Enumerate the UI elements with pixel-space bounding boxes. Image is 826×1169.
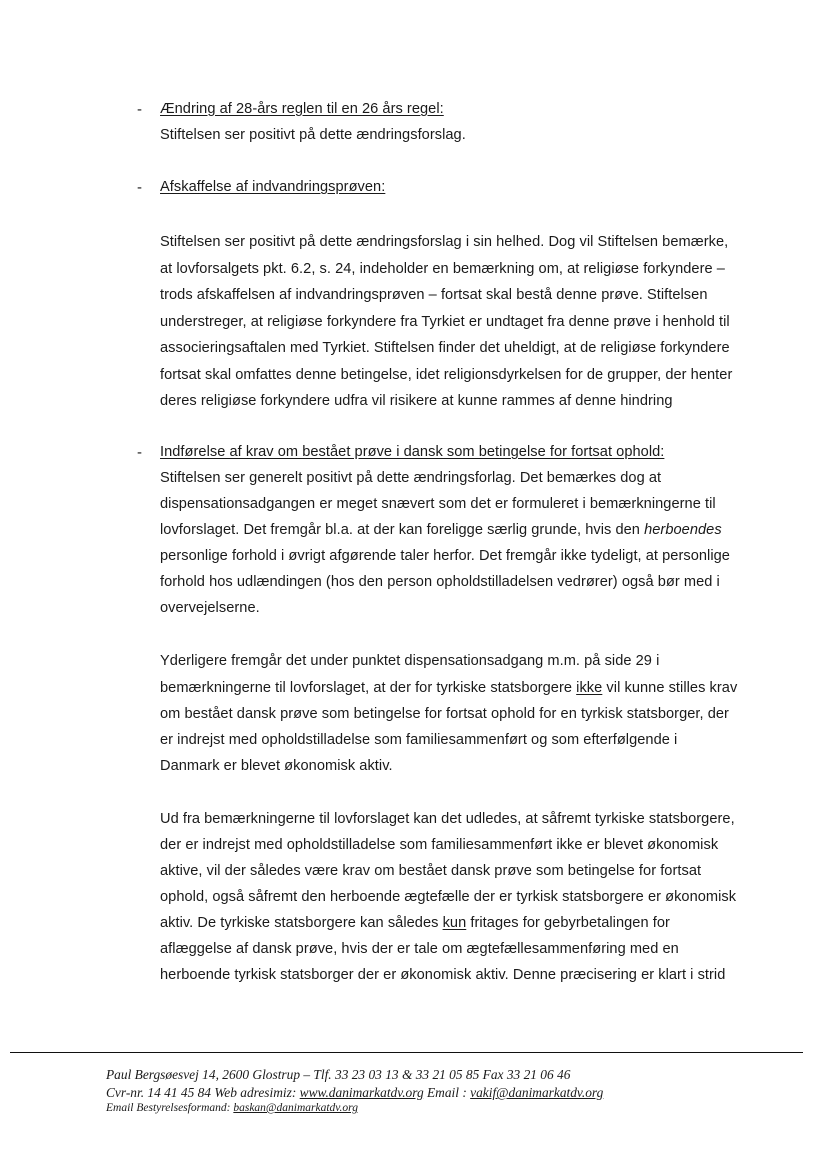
text-run: bemærkningerne til lovforslaget, at der for tyrkiske statsborgere	[160, 680, 577, 696]
footer-web-link[interactable]: www.danimarkatdv.org	[299, 1085, 424, 1100]
para5-line: aflæggelse af dansk prøve, hvis der er tale om ægtefællesammenføring med en	[160, 941, 679, 957]
footer-divider	[10, 1052, 803, 1053]
section2-line: at lovforsalgets pkt. 6.2, s. 24, indeholder en bemærkning om, at religiøse forkyndere –	[160, 261, 725, 277]
para4-line: er indrejst med opholdstilladelse som familiesammenført og som efterfølgende i	[160, 732, 678, 748]
footer-address: Paul Bergsøesvej 14, 2600 Glostrup – Tlf. 33 23 03 13 & 33 21 05 85 Fax 33 21 06 46	[106, 1067, 571, 1082]
bullet-dash: -	[137, 179, 142, 196]
para4-line: om bestået dansk prøve som betingelse for fortsat ophold for en tyrkisk statsborger, der	[160, 706, 729, 722]
text-run: fritages for gebyrbetalingen for	[466, 915, 670, 931]
section2-line: associeringsaftalen med Tyrkiet. Stiftelsen finder det uheldigt, at de religiøse forkyndere	[160, 340, 730, 356]
underlined-word: kun	[442, 915, 467, 931]
para5-line: ophold, også såfremt den herboende ægtefælle der er tyrkisk statsborgere er økonomisk	[160, 889, 737, 905]
section3-line: personlige forhold i øvrigt afgørende taler herfor. Det fremgår ikke tydeligt, at personlige	[160, 548, 730, 564]
footer-chair-email-link[interactable]: baskan@danimarkatdv.org	[233, 1102, 358, 1114]
section2-line: trods afskaffelsen af indvandringsprøven – fortsat skal bestå denne prøve. Stiftelsen	[160, 287, 708, 303]
footer-email-label: Email :	[423, 1085, 471, 1100]
text-run: aktiv. De tyrkiske statsborgere kan således	[160, 915, 443, 931]
footer-email-link[interactable]: vakif@danimarkatdv.org	[470, 1085, 604, 1100]
italic-word: herboendes	[644, 522, 722, 538]
para5-line: Ud fra bemærkningerne til lovforslaget kan det udledes, at såfremt tyrkiske statsborgere,	[160, 811, 735, 827]
footer-chair-label: Email Bestyrelsesformand:	[106, 1102, 234, 1114]
bullet-dash: -	[137, 444, 142, 461]
underlined-word: ikke	[576, 680, 603, 696]
section3-heading: Indførelse af krav om bestået prøve i dansk som betingelse for fortsat ophold:	[160, 444, 665, 460]
section2-line: deres religiøse forkyndere udfra vil risikere at kunne rammes af denne hindring	[160, 393, 673, 409]
para4-line	[160, 680, 737, 696]
section3-line: overvejelserne.	[160, 600, 260, 616]
para4-line: Yderligere fremgår det under punktet dispensationsadgang m.m. på side 29 i	[160, 653, 660, 669]
footer-cvr: Cvr-nr. 14 41 45 84 Web adresimiz:	[106, 1085, 300, 1100]
section2-heading: Afskaffelse af indvandringsprøven:	[160, 179, 386, 195]
bullet-dash: -	[137, 101, 142, 118]
section3-line: dispensationsadgangen er meget snævert som det er formuleret i bemærkningerne til	[160, 496, 716, 512]
section2-line: understreger, at religiøse forkyndere fra Tyrkiet er undtaget fra denne prøve i henhold til	[160, 314, 730, 330]
section3-line	[160, 522, 722, 538]
section1-heading: Ændring af 28-års reglen til en 26 års regel:	[160, 101, 444, 117]
section1-text: Stiftelsen ser positivt på dette ændringsforslag.	[160, 127, 466, 143]
para5-line: aktive, vil der således være krav om bestået dansk prøve som betingelse for fortsat	[160, 863, 702, 879]
footer-contact	[106, 1085, 603, 1101]
para4-line: Danmark er blevet økonomisk aktiv.	[160, 758, 393, 774]
section2-line: fortsat skal omfattes denne betingelse, idet religionsdyrkelsen for de grupper, der henter	[160, 367, 733, 383]
section3-line: Stiftelsen ser generelt positivt på dette ændringsforlag. Det bemærkes dog at	[160, 470, 662, 486]
para5-line: herboende tyrkisk statsborger der er økonomisk aktiv. Denne præcisering er klart i strid	[160, 967, 726, 983]
text-run: vil kunne stilles krav	[602, 680, 738, 696]
para5-line	[160, 915, 670, 931]
section2-line: Stiftelsen ser positivt på dette ændringsforslag i sin helhed. Dog vil Stiftelsen bemærke,	[160, 234, 729, 250]
footer-chair-contact	[106, 1102, 358, 1114]
section3-line: forhold hos udlændingen (hos den person opholdstilladelsen vedrører) også bør med i	[160, 574, 720, 590]
text-run: lovforslaget. Det fremgår bl.a. at der kan foreligge særlig grunde, hvis den	[160, 522, 645, 538]
para5-line: der er indrejst med opholdstilladelse som familiesammenført ikke er blevet økonomisk	[160, 837, 719, 853]
